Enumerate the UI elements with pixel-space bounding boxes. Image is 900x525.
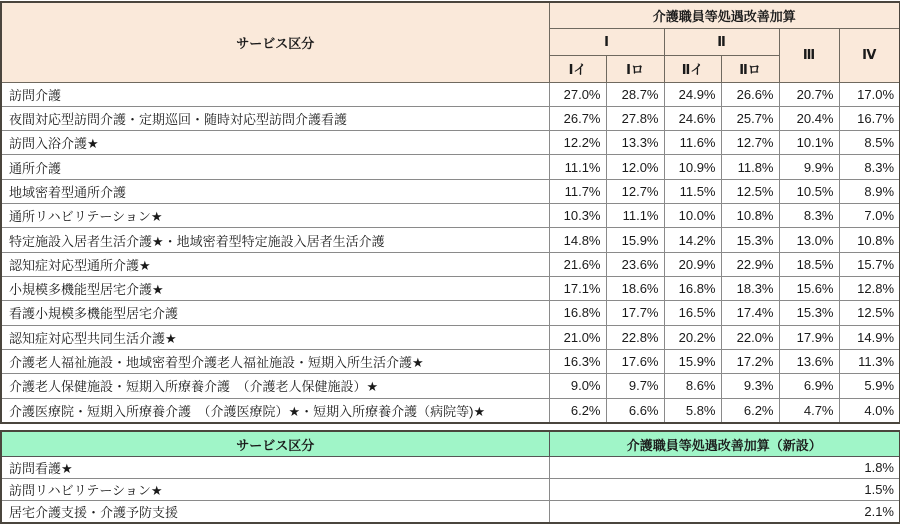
rate-cell: 17.6% (606, 349, 664, 373)
column-header-service: サービス区分 (1, 431, 549, 457)
rate-cell: 17.7% (606, 301, 664, 325)
rate-cell: 6.9% (779, 374, 839, 398)
table-row (1, 301, 900, 325)
rate-cell: 21.6% (549, 252, 606, 276)
subcolumn-header-2-i: Ⅱイ (664, 55, 721, 82)
rate-cell: 7.0% (839, 204, 900, 228)
rate-cell: 17.1% (549, 277, 606, 301)
rate-cell: 12.7% (606, 179, 664, 203)
header-row (1, 431, 900, 457)
rate-cell: 11.8% (721, 155, 779, 179)
service-label: 介護老人福祉施設・地域密着型介護老人福祉施設・短期入所生活介護★ (1, 349, 549, 373)
rate-cell: 8.3% (839, 155, 900, 179)
rate-cell: 24.6% (664, 106, 721, 130)
rate-cell: 9.9% (779, 155, 839, 179)
rate-cell: 27.0% (549, 82, 606, 106)
rate-cell: 20.4% (779, 106, 839, 130)
service-label: 看護小規模多機能型居宅介護 (1, 301, 549, 325)
rate-cell: 22.0% (721, 325, 779, 349)
rate-cell: 8.3% (779, 204, 839, 228)
service-label: 夜間対応型訪問介護・定期巡回・随時対応型訪問介護看護 (1, 106, 549, 130)
rate-cell: 15.7% (839, 252, 900, 276)
column-header-level-3: Ⅲ (779, 28, 839, 82)
rate-cell: 11.5% (664, 179, 721, 203)
table-row (1, 325, 900, 349)
rate-cell: 18.5% (779, 252, 839, 276)
rate-cell: 15.3% (779, 301, 839, 325)
rate-cell: 17.0% (839, 82, 900, 106)
subcolumn-header-2-ro: Ⅱロ (721, 55, 779, 82)
rate-cell: 11.1% (549, 155, 606, 179)
rate-cell: 4.0% (839, 398, 900, 423)
rate-cell: 22.8% (606, 325, 664, 349)
rate-cell: 13.0% (779, 228, 839, 252)
rate-cell: 13.6% (779, 349, 839, 373)
rate-cell: 10.9% (664, 155, 721, 179)
column-header-level-2: Ⅱ (664, 28, 779, 55)
rate-cell: 5.9% (839, 374, 900, 398)
rate-cell: 20.2% (664, 325, 721, 349)
table-row (1, 204, 900, 228)
rate-cell: 24.9% (664, 82, 721, 106)
table-row (1, 106, 900, 130)
rate-cell: 9.3% (721, 374, 779, 398)
rate-cell: 5.8% (664, 398, 721, 423)
rate-cell: 14.8% (549, 228, 606, 252)
rate-cell: 20.7% (779, 82, 839, 106)
service-label: 訪問看護★ (1, 457, 549, 479)
table-row (1, 82, 900, 106)
column-header-new-addition: 介護職員等処遇改善加算（新設） (549, 431, 900, 457)
rate-cell: 12.7% (721, 131, 779, 155)
rate-cell: 12.5% (721, 179, 779, 203)
service-label: 居宅介護支援・介護予防支援 (1, 500, 549, 523)
service-label: 特定施設入居者生活介護★・地域密着型特定施設入居者生活介護 (1, 228, 549, 252)
rate-cell: 15.3% (721, 228, 779, 252)
rate-cell: 8.5% (839, 131, 900, 155)
table-row (1, 252, 900, 276)
header-row-1 (1, 2, 900, 28)
rate-cell: 15.6% (779, 277, 839, 301)
rate-cell: 16.5% (664, 301, 721, 325)
column-header-group: 介護職員等処遇改善加算 (549, 2, 900, 28)
subcolumn-header-1-ro: Ⅰロ (606, 55, 664, 82)
table-row (1, 500, 900, 523)
rate-cell: 27.8% (606, 106, 664, 130)
rate-cell: 9.7% (606, 374, 664, 398)
new-addition-table (0, 430, 900, 524)
rate-cell: 6.2% (721, 398, 779, 423)
rate-cell: 17.4% (721, 301, 779, 325)
rate-cell: 10.1% (779, 131, 839, 155)
rate-cell: 17.2% (721, 349, 779, 373)
rate-cell: 8.6% (664, 374, 721, 398)
rate-cell: 21.0% (549, 325, 606, 349)
rate-cell: 2.1% (549, 500, 900, 523)
rate-cell: 15.9% (664, 349, 721, 373)
rate-cell: 28.7% (606, 82, 664, 106)
table-row (1, 179, 900, 203)
rate-cell: 10.5% (779, 179, 839, 203)
rate-cell: 15.9% (606, 228, 664, 252)
service-label: 訪問リハビリテーション★ (1, 478, 549, 500)
table-row (1, 228, 900, 252)
rate-cell: 11.7% (549, 179, 606, 203)
rate-cell: 16.8% (549, 301, 606, 325)
rate-cell: 1.5% (549, 478, 900, 500)
rate-cell: 12.0% (606, 155, 664, 179)
rate-cell: 10.3% (549, 204, 606, 228)
rate-cell: 26.6% (721, 82, 779, 106)
rate-cell: 20.9% (664, 252, 721, 276)
rate-cell: 6.6% (606, 398, 664, 423)
table-row (1, 457, 900, 479)
service-label: 通所介護 (1, 155, 549, 179)
service-label: 小規模多機能型居宅介護★ (1, 277, 549, 301)
rate-cell: 10.0% (664, 204, 721, 228)
service-label: 介護医療院・短期入所療養介護 （介護医療院）★・短期入所療養介護（病院等)★ (1, 398, 549, 423)
service-label: 認知症対応型通所介護★ (1, 252, 549, 276)
subcolumn-header-1-i: Ⅰイ (549, 55, 606, 82)
rate-cell: 14.2% (664, 228, 721, 252)
service-label: 介護老人保健施設・短期入所療養介護 （介護老人保健施設）★ (1, 374, 549, 398)
rate-cell: 23.6% (606, 252, 664, 276)
rate-cell: 4.7% (779, 398, 839, 423)
rate-cell: 18.6% (606, 277, 664, 301)
service-label: 通所リハビリテーション★ (1, 204, 549, 228)
rate-cell: 12.2% (549, 131, 606, 155)
rate-cell: 9.0% (549, 374, 606, 398)
column-header-service: サービス区分 (1, 2, 549, 82)
column-header-level-4: Ⅳ (839, 28, 900, 82)
rate-cell: 16.7% (839, 106, 900, 130)
rate-cell: 1.8% (549, 457, 900, 479)
rate-cell: 22.9% (721, 252, 779, 276)
treatment-improvement-table (0, 1, 900, 424)
rate-cell: 16.3% (549, 349, 606, 373)
rate-cell: 18.3% (721, 277, 779, 301)
rate-cell: 25.7% (721, 106, 779, 130)
rate-cell: 10.8% (839, 228, 900, 252)
table-row (1, 155, 900, 179)
rate-cell: 12.5% (839, 301, 900, 325)
table-row (1, 374, 900, 398)
table-row (1, 131, 900, 155)
rate-cell: 6.2% (549, 398, 606, 423)
service-label: 認知症対応型共同生活介護★ (1, 325, 549, 349)
rate-cell: 11.3% (839, 349, 900, 373)
table-row (1, 398, 900, 423)
table-row (1, 349, 900, 373)
rate-cell: 11.6% (664, 131, 721, 155)
service-label: 訪問介護 (1, 82, 549, 106)
rate-cell: 11.1% (606, 204, 664, 228)
rate-cell: 8.9% (839, 179, 900, 203)
rate-cell: 13.3% (606, 131, 664, 155)
rate-cell: 10.8% (721, 204, 779, 228)
table-row (1, 277, 900, 301)
rate-cell: 17.9% (779, 325, 839, 349)
table-row (1, 478, 900, 500)
rate-cell: 26.7% (549, 106, 606, 130)
service-label: 訪問入浴介護★ (1, 131, 549, 155)
column-header-level-1: Ⅰ (549, 28, 664, 55)
rate-cell: 12.8% (839, 277, 900, 301)
rate-cell: 14.9% (839, 325, 900, 349)
service-label: 地域密着型通所介護 (1, 179, 549, 203)
rate-cell: 16.8% (664, 277, 721, 301)
